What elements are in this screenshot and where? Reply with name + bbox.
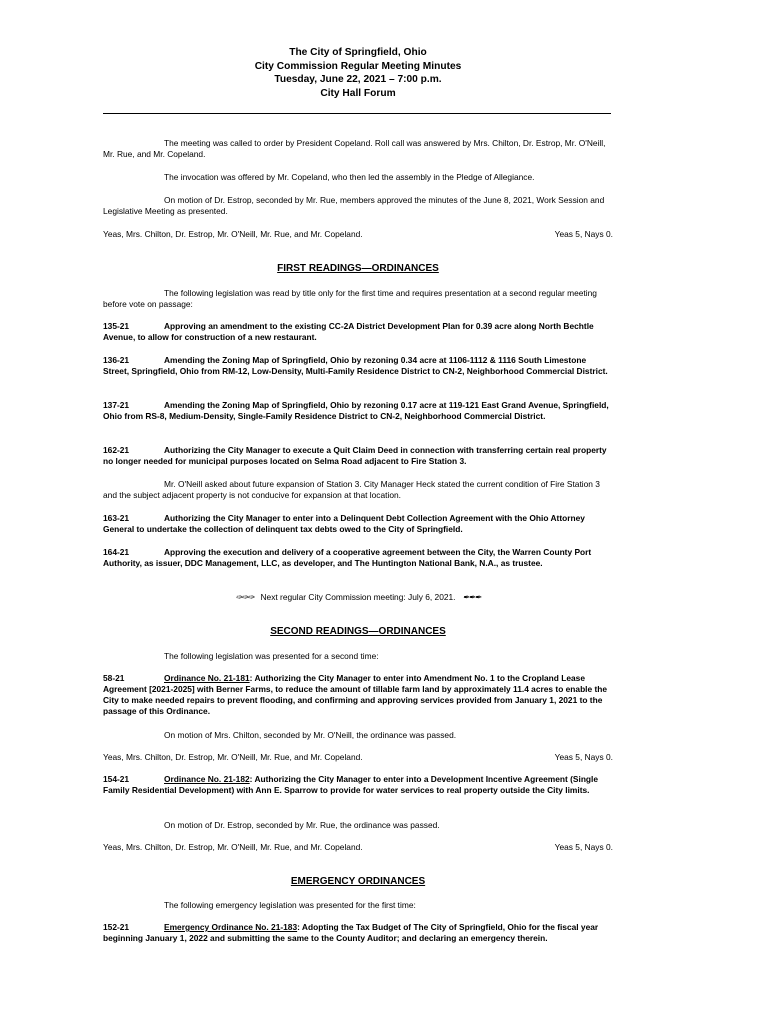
- motion-154-21: On motion of Dr. Estrop, seconded by Mr. Rue, the ordinance was passed.: [164, 820, 440, 830]
- vote-names: Yeas, Mrs. Chilton, Dr. Estrop, Mr. O'Neill, Mr. Rue, and Mr. Copeland.: [103, 752, 363, 762]
- item-number: 58-21: [103, 673, 125, 683]
- first-readings-heading: FIRST READINGS—ORDINANCES: [277, 263, 439, 274]
- item-text: Authorizing the City Manager to enter into a Delinquent Debt Collection Agreement with the Ohio Attorney General to undertake the collection of delinquent tax debts owed to the City of Springfield.: [103, 513, 585, 534]
- item-text: Amending the Zoning Map of Springfield, Ohio by rezoning 0.17 acre at 119-121 East Grand Avenue, Springfield, Ohio from RS-8, Medium-Density, Single-Family Residence District to CN-2, Neighborhood Commercial District.: [103, 400, 609, 421]
- legislation-item-154-21: [103, 774, 613, 796]
- vote-result: Yeas 5, Nays 0.: [554, 842, 613, 852]
- legislation-item-164-21: [103, 547, 613, 569]
- emergency-ordinances-heading: EMERGENCY ORDINANCES: [290, 876, 426, 887]
- vote-result: Yeas 5, Nays 0.: [554, 752, 613, 762]
- item-text: : Authorizing the City Manager to enter into Amendment No. 1 to the Cropland Lease Agreement [2021-2025] with Berner Farms, to reduce the amount of tillable farm land by approximately 11.4 acres to enable the City to make needed repairs to prevent flooding, and confirming and approving services provided from January 1, 2021 to the passage of this Ordinance.: [103, 673, 608, 716]
- vote-58-21: [103, 752, 613, 763]
- item-number: 137-21: [103, 400, 130, 410]
- item-text: Approving an amendment to the existing CC-2A District Development Plan for 0.39 acre along North Bechtle Avenue, to allow for construction of a new restaurant.: [103, 321, 594, 342]
- legislation-item-136-21: [103, 355, 613, 377]
- item-number: 154-21: [103, 774, 130, 784]
- minutes-vote: [103, 229, 613, 240]
- minutes-motion: On motion of Dr. Estrop, seconded by Mr. Rue, members approved the minutes of the June 8, 2021, Work Session and Legislative Meeting as presented.: [103, 195, 605, 216]
- header-location: City Hall Forum: [320, 87, 396, 99]
- call-to-order: The meeting was called to order by President Copeland. Roll call was answered by Mrs. Chilton, Dr. Estrop, Mr. O'Neill, Mr. Rue, and Mr. Copeland.: [103, 138, 606, 159]
- motion-58-21: On motion of Mrs. Chilton, seconded by Mr. O'Neill, the ordinance was passed.: [164, 730, 457, 740]
- ornament-right-icon: ✒✒✒: [462, 592, 481, 602]
- emergency-intro: The following emergency legislation was presented for the first time:: [164, 900, 416, 910]
- item-number: 162-21: [103, 445, 130, 455]
- legislation-item-58-21: [103, 673, 613, 717]
- header-city: The City of Springfield, Ohio: [289, 47, 427, 58]
- document-header: [103, 46, 613, 100]
- item-number: 163-21: [103, 513, 130, 523]
- vote-names: Yeas, Mrs. Chilton, Dr. Estrop, Mr. O'Neill, Mr. Rue, and Mr. Copeland.: [103, 842, 363, 852]
- ornament-left-icon: ✑✑✑: [235, 592, 254, 602]
- second-readings-heading: SECOND READINGS—ORDINANCES: [270, 626, 446, 637]
- vote-result: Yeas 5, Nays 0.: [554, 229, 613, 239]
- ordinance-number: Ordinance No. 21-181: [164, 673, 250, 683]
- item-number: 152-21: [103, 922, 130, 932]
- first-readings-intro: The following legislation was read by title only for the first time and requires presentation at a second regular meeting before vote on passage:: [103, 288, 597, 309]
- next-meeting-text: Next regular City Commission meeting: July 6, 2021.: [260, 592, 456, 602]
- header-date: Tuesday, June 22, 2021 – 7:00 p.m.: [274, 74, 442, 85]
- ordinance-number: Ordinance No. 21-182: [164, 774, 250, 784]
- vote-154-21: [103, 842, 613, 853]
- legislation-item-152-21: [103, 922, 613, 944]
- item-text: : Adopting the Tax Budget of The City of Springfield, Ohio for the fiscal year beginning January 1, 2022 and submitting the same to the County Auditor; and declaring an emergency therein.: [103, 922, 599, 943]
- item-number: 164-21: [103, 547, 130, 557]
- legislation-item-162-21: [103, 445, 613, 467]
- header-meeting-type: City Commission Regular Meeting Minutes: [254, 60, 462, 72]
- item-number: 135-21: [103, 321, 130, 331]
- item-text: Approving the execution and delivery of a cooperative agreement between the City, the Warren County Port Authority, as issuer, DDC Management, LLC, as developer, and The Huntington National Bank, N.A., as trustee.: [103, 547, 592, 568]
- header-divider: [103, 113, 611, 114]
- legislation-item-137-21: [103, 400, 613, 422]
- note-162-21: Mr. O'Neill asked about future expansion of Station 3. City Manager Heck stated the current condition of Fire Station 3 and the subject adjacent property is not conducive for expansion at that location.: [103, 479, 600, 500]
- item-text: : Authorizing the City Manager to enter into a Development Incentive Agreement (Single Family Residential Development) with Ann E. Sparrow to provide for water services to real property outside the City limits.: [103, 774, 599, 795]
- vote-names: Yeas, Mrs. Chilton, Dr. Estrop, Mr. O'Neill, Mr. Rue, and Mr. Copeland.: [103, 229, 363, 239]
- legislation-item-135-21: [103, 321, 613, 343]
- item-number: 136-21: [103, 355, 130, 365]
- invocation: The invocation was offered by Mr. Copeland, who then led the assembly in the Pledge of Allegiance.: [164, 172, 535, 182]
- second-readings-intro: The following legislation was presented for a second time:: [164, 651, 379, 661]
- item-text: Authorizing the City Manager to execute a Quit Claim Deed in connection with transferring certain real property no longer needed for municipal purposes located on Selma Road adjacent to Fire Station 3.: [103, 445, 607, 466]
- legislation-item-163-21: [103, 513, 613, 535]
- ordinance-number: Emergency Ordinance No. 21-183: [164, 922, 298, 932]
- next-meeting-line: [103, 592, 613, 603]
- item-text: Amending the Zoning Map of Springfield, Ohio by rezoning 0.34 acre at 1106-1112 & 1116 South Limestone Street, Springfield, Ohio from RM-12, Low-Density, Multi-Family Residence District to CN-2, Neighborhood Commercial District.: [103, 355, 608, 376]
